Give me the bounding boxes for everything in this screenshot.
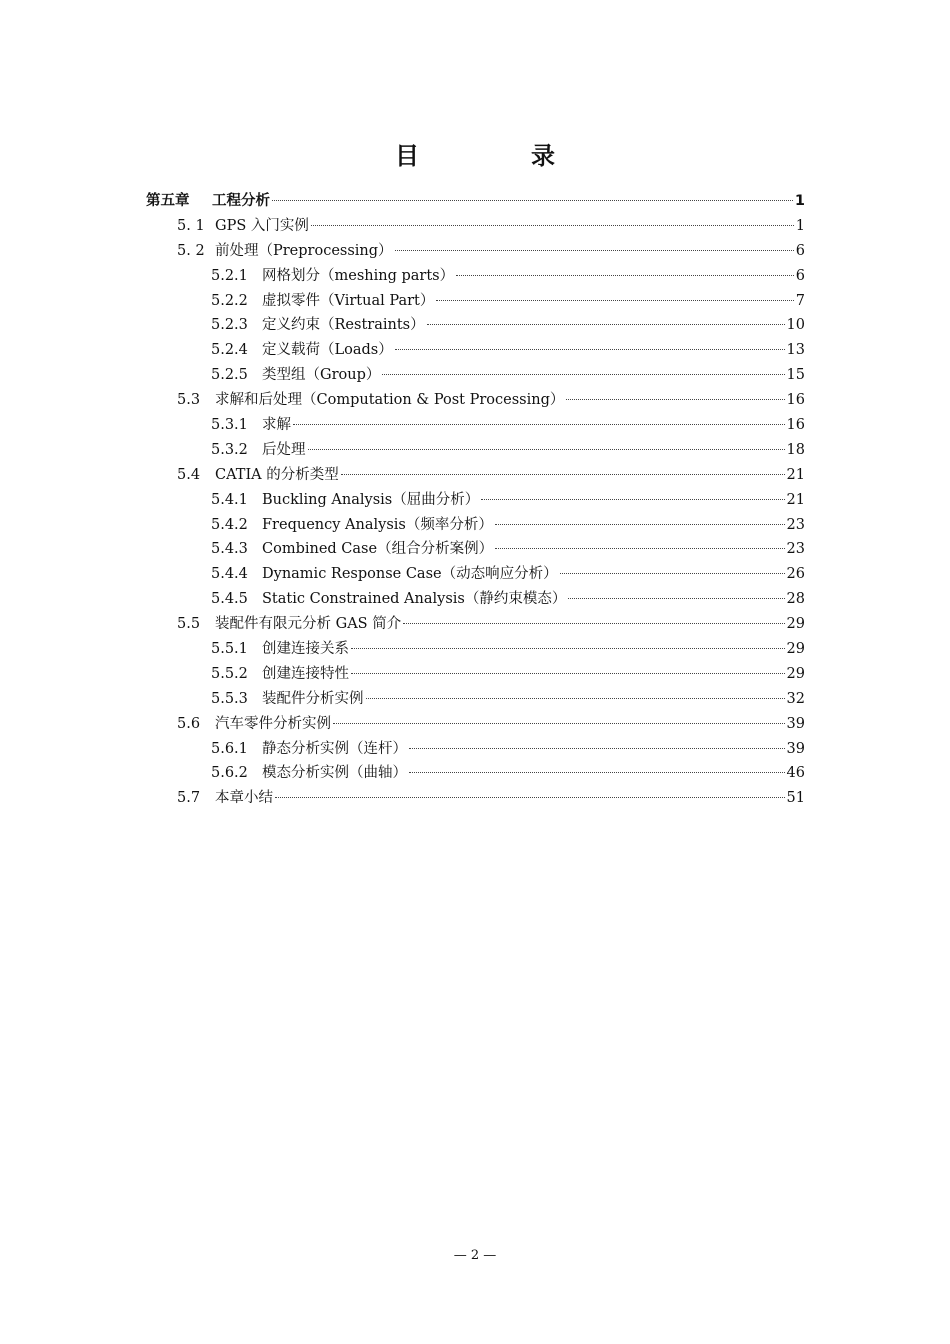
dot-leader (293, 424, 785, 425)
toc-entry[interactable] (0, 189, 950, 214)
dot-leader (568, 598, 784, 599)
toc-entry-page: 51 (786, 790, 805, 807)
toc-entry-number: 5.4.3 (211, 541, 248, 558)
toc-entry[interactable] (0, 761, 950, 786)
toc-entry-title: Static Constrained Analysis（静约束模态） (262, 591, 567, 608)
dot-leader (351, 648, 785, 649)
dot-leader (495, 524, 785, 525)
dot-leader (403, 623, 784, 624)
toc-entry-number: 5.6.1 (211, 740, 248, 757)
page-title: 目 录 (395, 142, 599, 170)
dot-leader (333, 723, 785, 724)
dot-leader (495, 548, 784, 549)
toc-entry-title: CATIA 的分析类型 (215, 466, 339, 483)
toc-entry-page: 21 (786, 491, 805, 508)
toc-entry[interactable] (0, 687, 950, 712)
toc-entry-page: 29 (786, 641, 805, 658)
dot-leader (341, 474, 785, 475)
toc-entry[interactable] (0, 388, 950, 413)
dot-leader (436, 300, 793, 301)
toc-entry-page: 29 (786, 665, 805, 682)
toc-entry-page: 32 (786, 690, 805, 707)
toc-entry-number: 5.4.1 (211, 491, 248, 508)
toc-entry-number: 5.4.5 (211, 591, 248, 608)
toc-entry-page: 18 (786, 441, 805, 458)
dot-leader (366, 698, 785, 699)
toc-entry-number: 5.7 (177, 790, 201, 807)
toc-entry[interactable] (0, 612, 950, 637)
toc-entry-title: Frequency Analysis（频率分析） (262, 516, 493, 533)
toc-entry-page: 28 (786, 591, 805, 608)
toc-entry-page: 16 (786, 392, 805, 409)
toc-entry-title: 类型组（Group） (262, 367, 381, 384)
toc-entry-page: 13 (786, 342, 805, 359)
toc-entry-number: 5.5.1 (211, 641, 248, 658)
dot-leader (395, 250, 794, 251)
dot-leader (275, 797, 785, 798)
toc-entry-page: 23 (786, 516, 805, 533)
toc-entry-page: 6 (795, 267, 805, 284)
toc-entry-page: 21 (786, 466, 805, 483)
toc-entry[interactable] (0, 737, 950, 762)
toc-entry-title: Buckling Analysis（屈曲分析） (262, 491, 480, 508)
toc-entry-title: 后处理 (262, 441, 306, 458)
toc-entry-title: 创建连接关系 (262, 641, 349, 658)
toc-entry-title: 装配件有限元分析 GAS 简介 (215, 616, 402, 633)
toc-entry-title: 汽车零件分析实例 (215, 715, 331, 732)
toc-entry-number: 5.4 (177, 466, 201, 483)
toc-entry-number: 5.5.3 (211, 690, 248, 707)
toc-entry-number: 5.5 (177, 616, 201, 633)
toc-entry-number: 5.4.4 (211, 566, 248, 583)
dot-leader (308, 449, 785, 450)
toc-entry[interactable] (0, 214, 950, 239)
toc-entry-number: 5.2.1 (211, 267, 248, 284)
toc-entry-page: 15 (786, 367, 805, 384)
toc-entry-page: 1 (794, 193, 805, 209)
toc-entry[interactable] (0, 786, 950, 811)
toc-entry-title: 创建连接特性 (262, 665, 349, 682)
toc-entry[interactable] (0, 363, 950, 388)
dot-leader (409, 748, 785, 749)
toc-entry-number: 5.4.2 (211, 516, 248, 533)
toc-entry[interactable] (0, 438, 950, 463)
toc-entry-number: 5.2.3 (211, 317, 248, 334)
dot-leader (351, 673, 785, 674)
toc-entry-number: 5.2.5 (211, 367, 248, 384)
dot-leader (311, 225, 794, 226)
toc-entry-number: 5.3.2 (211, 441, 248, 458)
toc-entry-title: Combined Case（组合分析案例） (262, 541, 494, 558)
toc-entry-number: 5.3.1 (211, 417, 248, 434)
toc-entry-page: 16 (786, 417, 805, 434)
table-of-contents (0, 189, 950, 811)
toc-entry-page: 6 (795, 242, 805, 259)
toc-entry[interactable] (0, 313, 950, 338)
toc-entry-page: 7 (795, 292, 805, 309)
toc-entry[interactable] (0, 413, 950, 438)
toc-entry[interactable] (0, 537, 950, 562)
toc-entry-page: 23 (786, 541, 805, 558)
page-number-footer: — 2 — (453, 1248, 497, 1263)
toc-entry[interactable] (0, 239, 950, 264)
toc-entry-page: 46 (786, 765, 805, 782)
toc-entry[interactable] (0, 488, 950, 513)
dot-leader (382, 374, 784, 375)
toc-entry-title: 定义约束（Restraints） (262, 317, 425, 334)
toc-entry[interactable] (0, 712, 950, 737)
toc-entry-title: 工程分析 (212, 193, 270, 209)
toc-entry-number: 5. 2 (177, 242, 205, 259)
toc-entry-page: 39 (786, 740, 805, 757)
toc-entry-number: 5.2.4 (211, 342, 248, 359)
toc-entry-title: 本章小结 (215, 790, 273, 807)
dot-leader (427, 324, 785, 325)
toc-entry-number: 5. 1 (177, 217, 205, 234)
dot-leader (456, 275, 794, 276)
dot-leader (409, 772, 785, 773)
toc-entry-title: GPS 入门实例 (215, 217, 309, 234)
toc-entry-number: 第五章 (146, 193, 190, 209)
dot-leader (560, 573, 785, 574)
toc-entry-title: 网格划分（meshing parts） (262, 267, 455, 284)
dot-leader (481, 499, 784, 500)
toc-entry[interactable] (0, 587, 950, 612)
toc-entry-title: 定义载荷（Loads） (262, 342, 393, 359)
toc-entry-number: 5.2.2 (211, 292, 248, 309)
dot-leader (566, 399, 784, 400)
toc-entry-title: 求解 (262, 417, 291, 434)
toc-entry-page: 26 (786, 566, 805, 583)
toc-entry-page: 29 (786, 616, 805, 633)
toc-entry[interactable] (0, 562, 950, 587)
toc-entry-title: Dynamic Response Case（动态响应分析） (262, 566, 558, 583)
toc-entry-title: 前处理（Preprocessing） (215, 242, 393, 259)
toc-entry-number: 5.5.2 (211, 665, 248, 682)
toc-entry[interactable] (0, 637, 950, 662)
toc-entry-title: 静态分析实例（连杆） (262, 740, 407, 757)
toc-entry[interactable] (0, 513, 950, 538)
toc-entry[interactable] (0, 289, 950, 314)
dot-leader (395, 349, 785, 350)
toc-entry-number: 5.6.2 (211, 765, 248, 782)
toc-entry-title: 虚拟零件（Virtual Part） (262, 292, 435, 309)
toc-entry[interactable] (0, 264, 950, 289)
toc-entry[interactable] (0, 463, 950, 488)
toc-entry[interactable] (0, 338, 950, 363)
toc-entry-title: 求解和后处理（Computation & Post Processing） (215, 392, 565, 409)
toc-entry-page: 10 (786, 317, 805, 334)
toc-entry-page: 39 (786, 715, 805, 732)
toc-entry-number: 5.6 (177, 715, 201, 732)
toc-entry[interactable] (0, 662, 950, 687)
dot-leader (272, 200, 793, 201)
toc-entry-title: 模态分析实例（曲轴） (262, 765, 407, 782)
toc-entry-title: 装配件分析实例 (262, 690, 364, 707)
toc-entry-page: 1 (795, 217, 805, 234)
toc-entry-number: 5.3 (177, 392, 201, 409)
